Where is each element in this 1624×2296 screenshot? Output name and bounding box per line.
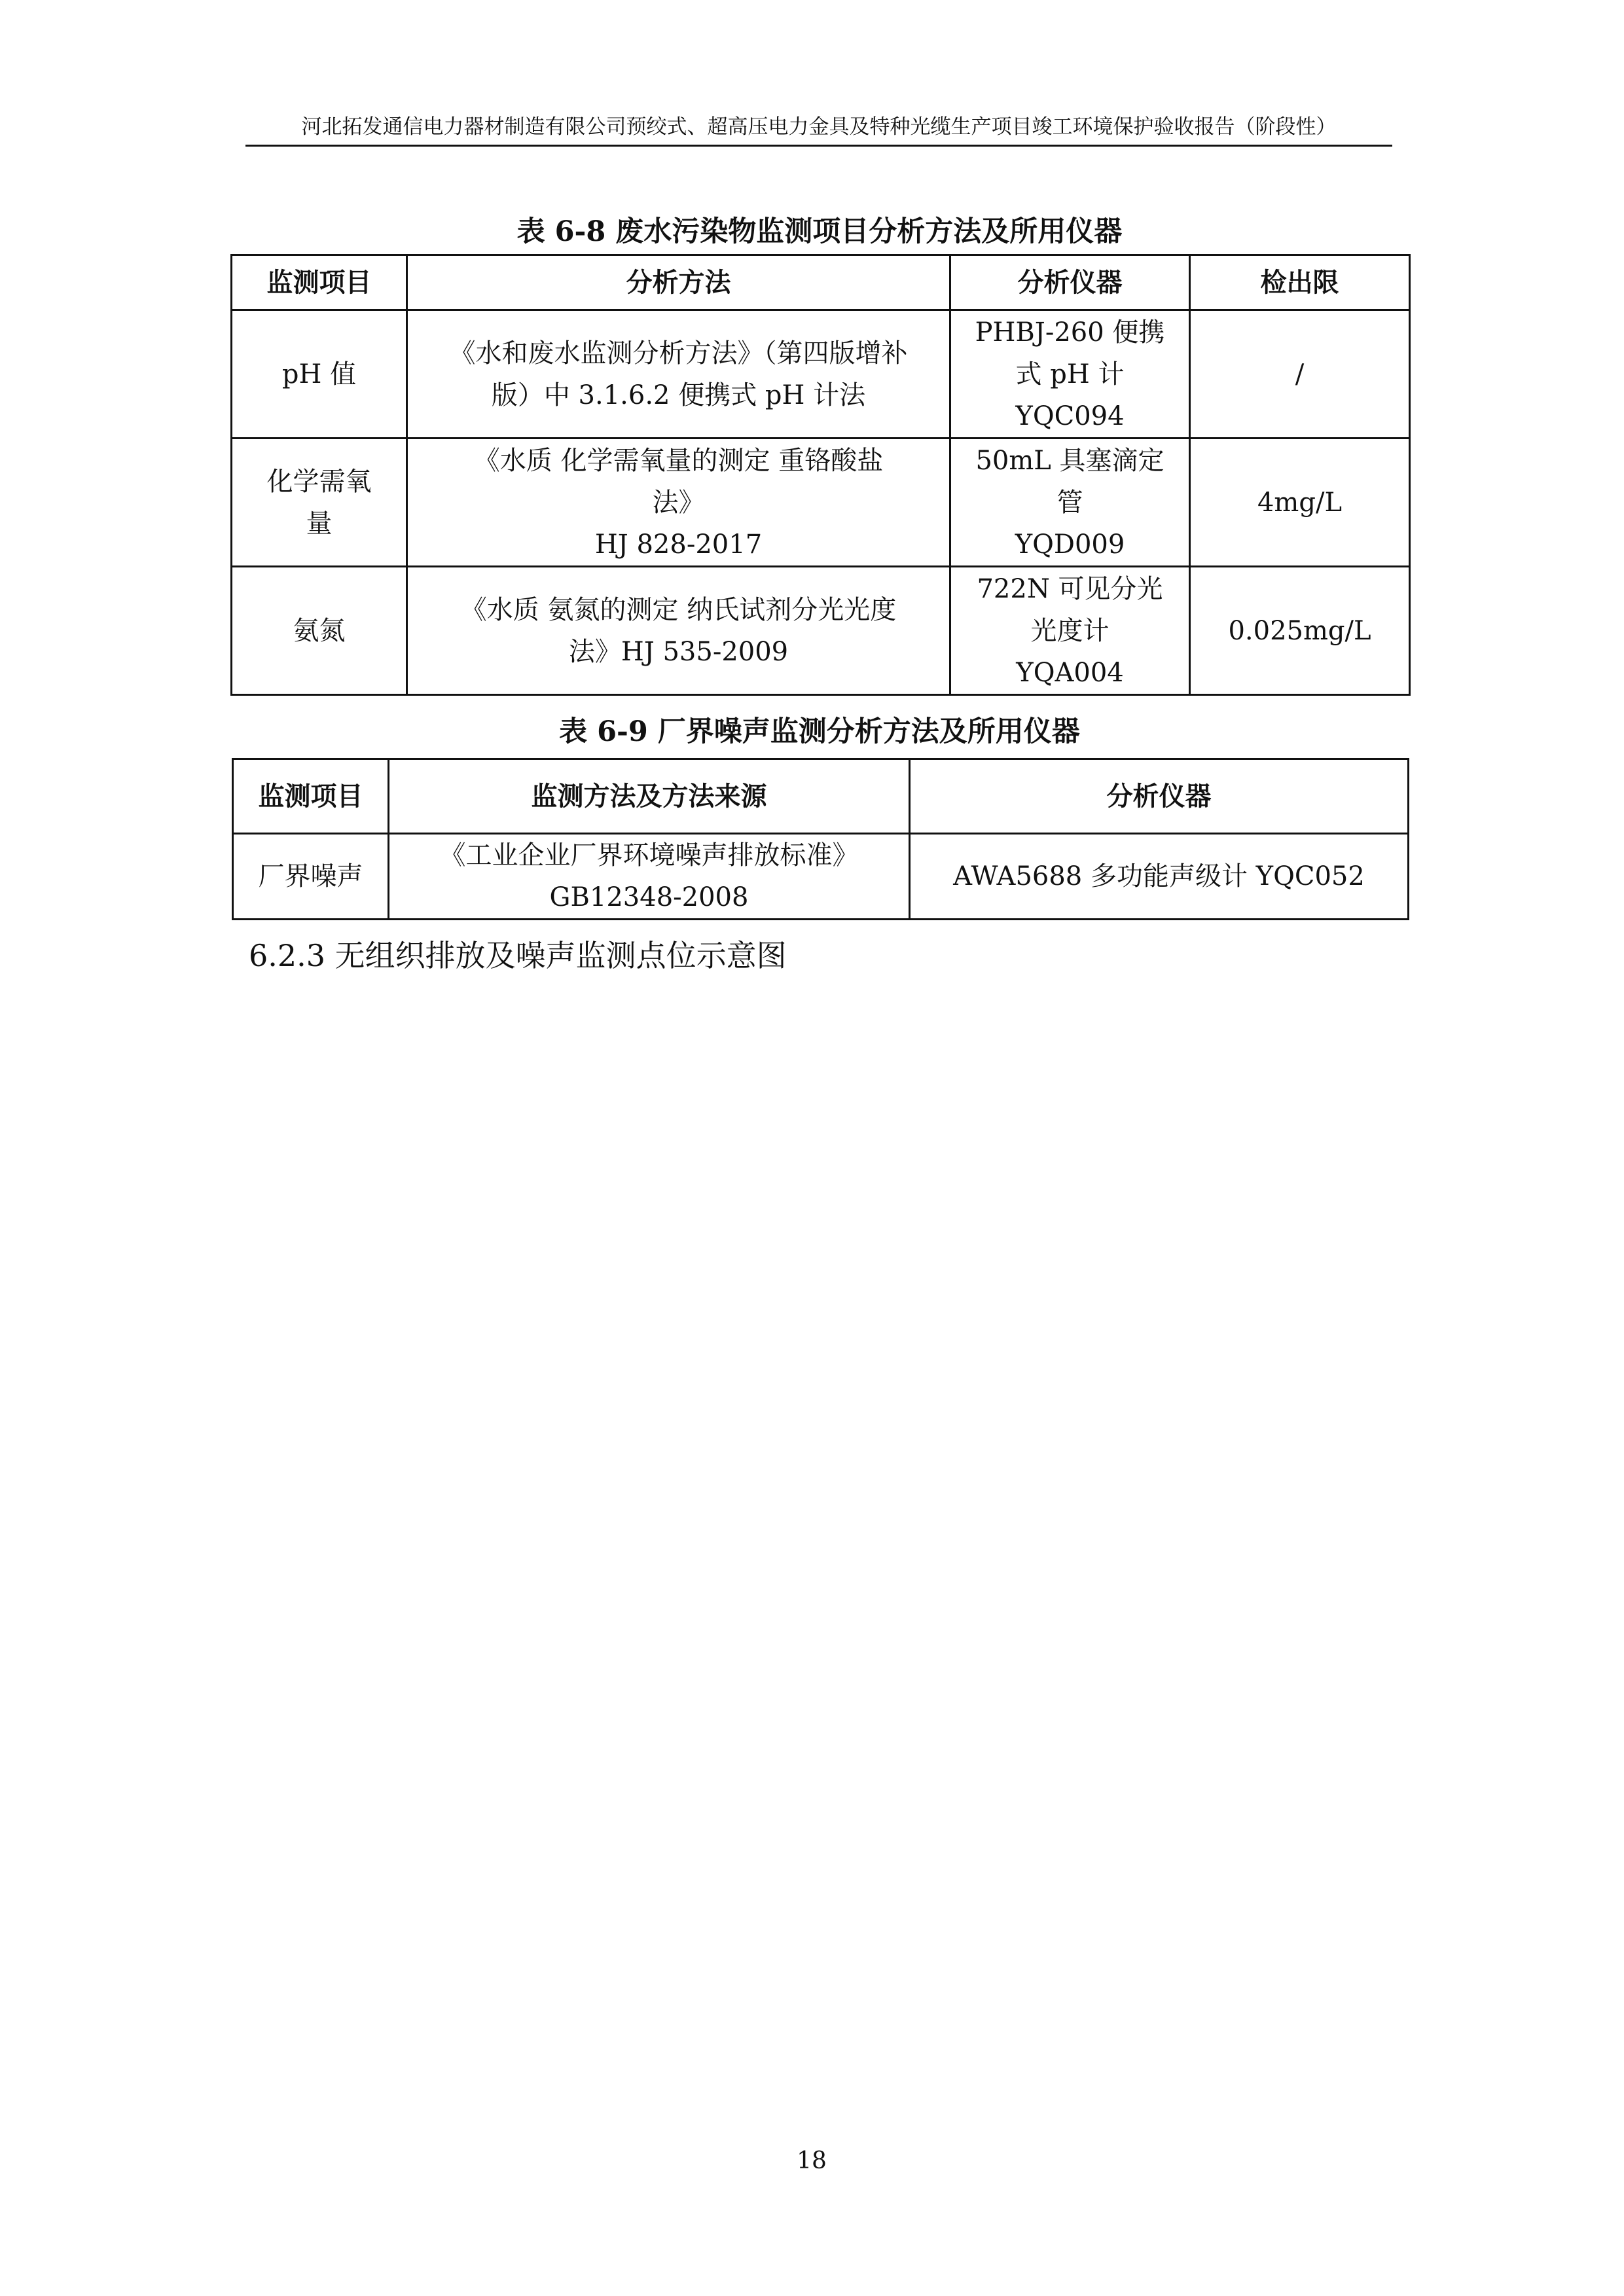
- table-row: [232, 439, 1410, 567]
- item-text: 氨氮: [293, 615, 346, 646]
- table-row: [233, 834, 1409, 920]
- instrument-cell: [950, 310, 1190, 439]
- method-text: 法》: [652, 487, 705, 518]
- header-rule: [245, 145, 1392, 147]
- column-header-method: 分析方法: [407, 255, 950, 310]
- limit-cell: 0.025mg/L: [1190, 567, 1410, 695]
- instrument-text: YQC094: [1015, 401, 1125, 431]
- instrument-text: 光度计: [1030, 615, 1110, 646]
- section-heading: 6.2.3 无组织排放及噪声监测点位示意图: [249, 938, 787, 973]
- table-header-row: [233, 759, 1409, 834]
- table-6-9-caption: 表 6-9 厂界噪声监测分析方法及所用仪器: [559, 715, 1080, 748]
- instrument-text: YQA004: [1016, 657, 1124, 688]
- method-text: 《水质 化学需氧量的测定 重铬酸盐: [473, 445, 884, 476]
- page-number: 18: [797, 2147, 827, 2174]
- instrument-text: YQD009: [1015, 529, 1125, 560]
- method-cell: [389, 834, 910, 920]
- method-text: 《工业企业厂界环境噪声排放标准》: [439, 840, 859, 870]
- method-text: HJ 828-2017: [594, 529, 763, 560]
- table-header-row: [232, 255, 1410, 310]
- table-6-8-caption: 表 6-8 废水污染物监测项目分析方法及所用仪器: [516, 215, 1123, 248]
- column-header-item: 监测项目: [233, 759, 389, 834]
- instrument-text: 50mL 具塞滴定: [975, 445, 1164, 476]
- wastewater-analysis-table: [230, 254, 1411, 696]
- limit-cell: /: [1190, 310, 1410, 439]
- noise-analysis-table: [232, 758, 1409, 920]
- instrument-cell: [950, 567, 1190, 695]
- instrument-cell: [950, 439, 1190, 567]
- running-header: 河北拓发通信电力器材制造有限公司预绞式、超高压电力金具及特种光缆生产项目竣工环境保护验收报告（阶段性）: [301, 115, 1337, 139]
- item-cell: [232, 310, 407, 439]
- method-text: 《水和废水监测分析方法》（第四版增补: [449, 338, 908, 368]
- instrument-text: PHBJ-260 便携: [975, 317, 1165, 348]
- method-text: 版）中 3.1.6.2 便携式 pH 计法: [491, 380, 866, 410]
- method-cell: [407, 310, 950, 439]
- item-cell: [232, 439, 407, 567]
- column-header-instrument: 分析仪器: [950, 255, 1190, 310]
- method-text: 法》HJ 535-2009: [568, 636, 789, 667]
- method-cell: [407, 439, 950, 567]
- method-cell: [407, 567, 950, 695]
- table-row: [232, 567, 1410, 695]
- column-header-item: 监测项目: [232, 255, 407, 310]
- column-header-instrument: 分析仪器: [910, 759, 1409, 834]
- instrument-text: 式 pH 计: [1015, 359, 1125, 389]
- instrument-text: 722N 可见分光: [977, 573, 1163, 604]
- item-text: 化学需氧: [266, 466, 372, 497]
- item-cell: 厂界噪声: [233, 834, 389, 920]
- column-header-method: 监测方法及方法来源: [389, 759, 910, 834]
- limit-cell: 4mg/L: [1190, 439, 1410, 567]
- item-cell: [232, 567, 407, 695]
- table-row: [232, 310, 1410, 439]
- item-text: 量: [306, 508, 333, 539]
- method-text: GB12348-2008: [549, 882, 749, 912]
- item-text: pH 值: [281, 359, 357, 389]
- instrument-cell: AWA5688 多功能声级计 YQC052: [910, 834, 1409, 920]
- method-text: 《水质 氨氮的测定 纳氏试剂分光光度: [460, 594, 897, 625]
- instrument-text: 管: [1056, 487, 1083, 518]
- column-header-limit: 检出限: [1190, 255, 1410, 310]
